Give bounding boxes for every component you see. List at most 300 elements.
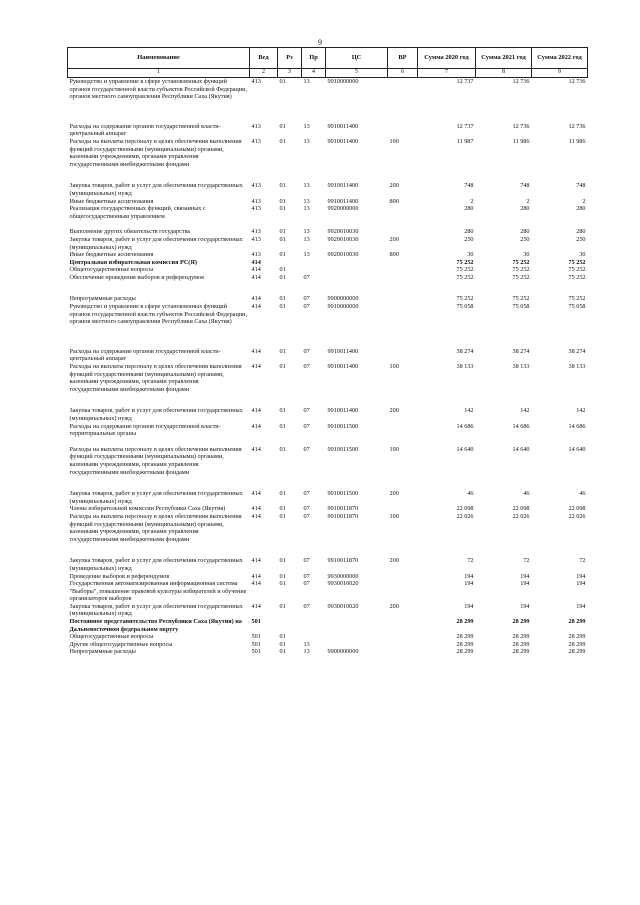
cell-ved: 413: [251, 228, 261, 236]
cell-pr: 07: [303, 347, 310, 355]
cell-sum-2022: 38 274: [568, 347, 586, 355]
table-row: [68, 573, 588, 581]
table-row: [68, 228, 588, 236]
cell-vr: 200: [389, 182, 399, 190]
cell-rz: 01: [279, 228, 286, 236]
cell-sum-2020: 75 058: [456, 303, 474, 311]
cell-sum-2021: 280: [520, 205, 530, 213]
cell-cs: 9900000000: [327, 295, 359, 303]
cell-sum-2022: 280: [576, 205, 586, 213]
cell-rz: 01: [279, 205, 286, 213]
cell-cs: 9910011500: [327, 490, 359, 498]
cell-cs: 9910011400: [327, 122, 359, 130]
cell-sum-2022: 12 736: [568, 78, 586, 85]
cell-rz: 01: [279, 122, 286, 130]
cell-ved: 501: [251, 648, 261, 656]
cell-sum-2020: 38 133: [456, 363, 474, 371]
cell-name: Расходы на выплаты персоналу в целях обеспечения выполнения функций государственными (муниципальными) органами, казенными учреждениями, органами управления государственными внебюджетными фондами: [69, 137, 242, 168]
cell-sum-2020: 280: [464, 228, 474, 236]
cell-sum-2020: 12 737: [456, 78, 474, 85]
cell-pr: 13: [303, 648, 310, 656]
cell-pr: 13: [303, 78, 310, 85]
cell-name: Выполнение других обязательств государства: [69, 228, 191, 236]
cell-pr: 13: [303, 640, 310, 648]
cell-pr: 07: [303, 572, 310, 580]
cell-pr: 13: [303, 197, 310, 205]
cell-name: Центральная избирательная комиссия РС(Я): [69, 258, 197, 266]
cell-sum-2020: 14 640: [456, 445, 474, 453]
colnum-2: 2: [250, 69, 278, 78]
cell-sum-2020: 72: [467, 557, 474, 565]
table-row: [68, 295, 588, 303]
cell-vr: 100: [389, 363, 399, 371]
colnum-9: 9: [532, 69, 588, 78]
cell-cs: [326, 633, 388, 641]
cell-sum-2022: 12 736: [568, 122, 586, 130]
cell-rz: 01: [279, 235, 286, 243]
table-row: [68, 138, 588, 168]
cell-vr: [388, 295, 418, 303]
cell-vr: [388, 580, 418, 603]
cell-ved: 501: [251, 618, 261, 626]
cell-sum-2021: 22 026: [512, 512, 530, 520]
cell-sum-2021: 28 299: [512, 618, 530, 626]
cell-name: Руководство и управление в сфере установленных функций органов государственной власти субъектов Российской Федерации, органов местного самоуправления Республики Саха (Якутия): [69, 303, 248, 326]
cell-ved: 413: [251, 235, 261, 243]
cell-pr: 07: [303, 445, 310, 453]
cell-sum-2020: 12 737: [456, 122, 474, 130]
page-number: 9: [318, 38, 322, 47]
cell-sum-2021: 72: [523, 557, 530, 565]
table-header: [68, 48, 588, 78]
cell-cs: 9910011500: [327, 422, 359, 430]
cell-rz: 01: [279, 251, 286, 259]
cell-sum-2022: 75 252: [568, 295, 586, 303]
cell-cs: [326, 618, 388, 633]
cell-pr: [302, 618, 326, 633]
cell-sum-2020: 30: [467, 251, 474, 259]
cell-sum-2020: 2: [470, 197, 474, 205]
cell-ved: 501: [251, 633, 261, 641]
cell-sum-2020: 14 686: [456, 422, 474, 430]
table-row: [68, 198, 588, 206]
cell-name: Закупка товаров, работ и услуг для обеспечения государственных (муниципальных) нужд: [69, 235, 243, 251]
cell-cs: 9920010030: [327, 235, 359, 243]
cell-sum-2022: 11 986: [568, 137, 586, 145]
row-spacer: [68, 326, 588, 348]
cell-sum-2020: 75 252: [456, 273, 474, 281]
row-spacer: [68, 393, 588, 407]
cell-vr: 100: [389, 512, 399, 520]
cell-name: Государственная автоматизированная информационная система "Выборы", повышение правовой культуры избирателей и обучение организаторов выборов: [69, 580, 247, 603]
cell-pr: [302, 266, 326, 274]
table-row: [68, 274, 588, 282]
cell-vr: [388, 648, 418, 656]
table-row: [68, 603, 588, 618]
cell-ved: 501: [251, 640, 261, 648]
cell-cs: 9930010020: [327, 602, 359, 610]
cell-rz: [278, 618, 302, 633]
cell-rz: 01: [279, 363, 286, 371]
cell-rz: 01: [279, 303, 286, 311]
cell-sum-2021: 194: [520, 580, 530, 588]
cell-sum-2020: 22 098: [456, 505, 474, 513]
cell-pr: 13: [303, 251, 310, 259]
cell-sum-2020: 28 299: [456, 648, 474, 656]
cell-ved: 414: [251, 295, 261, 303]
cell-rz: 01: [279, 347, 286, 355]
cell-name: Члены избирательной комиссии Республики Саха (Якутия): [69, 505, 226, 513]
cell-cs: 9910011400: [327, 197, 359, 205]
cell-ved: 414: [251, 266, 261, 274]
cell-sum-2021: 28 299: [512, 640, 530, 648]
cell-vr: [388, 573, 418, 581]
cell-sum-2022: 28 299: [568, 648, 586, 656]
cell-rz: 01: [279, 197, 286, 205]
cell-pr: [302, 633, 326, 641]
cell-name: Руководство и управление в сфере установленных функций органов государственной власти субъектов Российской Федерации, органов местного самоуправления Республики Саха (Якутия): [69, 78, 248, 101]
cell-sum-2020: 75 252: [456, 266, 474, 274]
cell-name: Общегосударственные вопросы: [69, 266, 154, 274]
cell-cs: 9910011500: [327, 445, 359, 453]
cell-ved: 414: [251, 258, 261, 266]
cell-sum-2020: 46: [467, 490, 474, 498]
row-spacer: [68, 281, 588, 295]
budget-table: [67, 47, 588, 656]
cell-vr: [388, 505, 418, 513]
cell-vr: [388, 633, 418, 641]
cell-ved: 414: [251, 602, 261, 610]
cell-pr: 13: [303, 122, 310, 130]
cell-sum-2021: 38 133: [512, 363, 530, 371]
header-ved: Вед: [250, 48, 278, 69]
cell-rz: 01: [279, 580, 286, 588]
table-body: [68, 78, 588, 657]
header-name: Наименование: [68, 48, 250, 69]
cell-ved: 414: [251, 445, 261, 453]
cell-name: Общегосударственные вопросы: [69, 633, 154, 641]
cell-sum-2021: 75 058: [512, 303, 530, 311]
cell-ved: 414: [251, 512, 261, 520]
cell-ved: 414: [251, 303, 261, 311]
cell-sum-2022: 72: [579, 557, 586, 565]
cell-sum-2021: 12 736: [512, 78, 530, 85]
table-row: [68, 423, 588, 438]
colnum-1: 1: [68, 69, 250, 78]
header-vr: ВР: [388, 48, 418, 69]
cell-sum-2022: 28 299: [568, 618, 586, 626]
cell-cs: 9910011870: [327, 557, 359, 565]
cell-vr: [388, 618, 418, 633]
cell-cs: 9910011870: [327, 505, 359, 513]
cell-vr: [388, 274, 418, 282]
cell-pr: 07: [303, 580, 310, 588]
row-spacer: [68, 220, 588, 228]
cell-sum-2021: 250: [520, 235, 530, 243]
cell-rz: 01: [279, 602, 286, 610]
cell-sum-2020: 28 299: [456, 618, 474, 626]
cell-sum-2022: 28 299: [568, 633, 586, 641]
cell-rz: 01: [279, 490, 286, 498]
cell-cs: 9910011400: [327, 182, 359, 190]
cell-sum-2020: 28 299: [456, 633, 474, 641]
colnum-7: 7: [418, 69, 476, 78]
cell-sum-2022: 194: [576, 580, 586, 588]
cell-sum-2021: 142: [520, 407, 530, 415]
cell-ved: 413: [251, 197, 261, 205]
table-row: [68, 348, 588, 363]
cell-vr: [388, 641, 418, 649]
cell-sum-2022: 748: [576, 182, 586, 190]
cell-ved: 414: [251, 273, 261, 281]
cell-name: Проведение выборов и референдумов: [69, 572, 170, 580]
cell-rz: [278, 259, 302, 267]
cell-ved: 414: [251, 580, 261, 588]
cell-rz: 01: [279, 640, 286, 648]
cell-sum-2022: 14 686: [568, 422, 586, 430]
table-row: [68, 182, 588, 197]
cell-name: Закупка товаров, работ и услуг для обеспечения государственных (муниципальных) нужд: [69, 490, 243, 505]
cell-vr: [388, 123, 418, 138]
cell-sum-2021: 30: [523, 251, 530, 259]
cell-rz: 01: [279, 633, 286, 641]
cell-rz: 01: [279, 648, 286, 656]
cell-vr: 200: [389, 490, 399, 498]
cell-cs: 9910011400: [327, 137, 359, 145]
cell-sum-2022: 194: [576, 602, 586, 610]
cell-name: Другие общегосударственные вопросы: [69, 640, 173, 648]
colnum-4: 4: [302, 69, 326, 78]
table-row: [68, 618, 588, 633]
cell-sum-2020: 280: [464, 205, 474, 213]
cell-name: Закупка товаров, работ и услуг для обеспечения государственных (муниципальных) нужд: [69, 602, 243, 618]
cell-ved: 413: [251, 182, 261, 190]
cell-rz: 01: [279, 422, 286, 430]
table-row: [68, 648, 588, 656]
cell-ved: 413: [251, 205, 261, 213]
table-row: [68, 266, 588, 274]
row-spacer: [68, 168, 588, 182]
cell-ved: 413: [251, 137, 261, 145]
cell-sum-2021: 75 252: [512, 258, 530, 266]
cell-pr: 13: [303, 228, 310, 236]
cell-pr: 07: [303, 512, 310, 520]
cell-vr: [388, 303, 418, 326]
cell-vr: 800: [389, 197, 399, 205]
cell-sum-2022: 22 026: [568, 512, 586, 520]
cell-cs: 9920010030: [327, 251, 359, 259]
cell-name: Расходы на содержание органов государственной власти- центральный аппарат: [69, 347, 221, 363]
table-row: [68, 580, 588, 603]
cell-cs: 9920000000: [327, 205, 359, 213]
table-row: [68, 446, 588, 476]
cell-sum-2020: 748: [464, 182, 474, 190]
cell-vr: 200: [389, 407, 399, 415]
cell-ved: 414: [251, 363, 261, 371]
table-row: [68, 78, 588, 101]
cell-sum-2021: 14 640: [512, 445, 530, 453]
cell-cs: 9900000000: [327, 648, 359, 656]
cell-name: Расходы на содержание органов государственной власти- центральный аппарат: [69, 122, 221, 138]
cell-rz: 01: [279, 572, 286, 580]
cell-pr: 07: [303, 557, 310, 565]
cell-sum-2022: 75 252: [568, 258, 586, 266]
cell-ved: 414: [251, 572, 261, 580]
cell-vr: 200: [389, 557, 399, 565]
cell-vr: [388, 266, 418, 274]
cell-sum-2021: 75 252: [512, 266, 530, 274]
table-row: [68, 123, 588, 138]
cell-sum-2021: 748: [520, 182, 530, 190]
header-rz: Рз: [278, 48, 302, 69]
header-sum-2022: Сумма 2022 год: [532, 48, 588, 69]
cell-sum-2022: 28 299: [568, 640, 586, 648]
cell-name: Расходы на выплаты персоналу в целях обеспечения выполнения функций государственными (муниципальными) органами, казенными учреждениями, органами управления государственными внебюджетными фондами: [69, 512, 242, 543]
cell-sum-2020: 75 252: [456, 258, 474, 266]
cell-name: Иные бюджетные ассигнования: [69, 197, 154, 205]
cell-rz: 01: [279, 295, 286, 303]
cell-sum-2021: 28 299: [512, 648, 530, 656]
cell-sum-2022: 46: [579, 490, 586, 498]
colnum-5: 5: [326, 69, 388, 78]
cell-cs: [326, 259, 388, 267]
cell-ved: 414: [251, 422, 261, 430]
table-row: [68, 259, 588, 267]
cell-cs: [326, 274, 388, 282]
cell-sum-2022: 280: [576, 228, 586, 236]
cell-sum-2022: 30: [579, 251, 586, 259]
cell-sum-2021: 194: [520, 602, 530, 610]
cell-pr: 07: [303, 505, 310, 513]
cell-ved: 414: [251, 505, 261, 513]
cell-ved: 413: [251, 78, 261, 85]
cell-sum-2021: 75 252: [512, 295, 530, 303]
table-row: [68, 407, 588, 422]
column-number-row: [68, 69, 588, 78]
table-row: [68, 303, 588, 326]
cell-pr: 07: [303, 407, 310, 415]
cell-pr: 07: [303, 295, 310, 303]
cell-ved: 414: [251, 557, 261, 565]
row-spacer: [68, 101, 588, 123]
cell-cs: 9930000000: [327, 572, 359, 580]
cell-cs: 9920010030: [327, 228, 359, 236]
cell-pr: [302, 259, 326, 267]
cell-vr: [388, 78, 418, 101]
cell-sum-2021: 12 736: [512, 122, 530, 130]
cell-sum-2022: 250: [576, 235, 586, 243]
cell-rz: 01: [279, 407, 286, 415]
cell-name: Расходы на выплаты персоналу в целях обеспечения выполнения функций государственными (муниципальными) органами, казенными учреждениями, органами управления государственными внебюджетными фондами: [69, 363, 242, 393]
cell-rz: 01: [279, 505, 286, 513]
header-pr: Пр: [302, 48, 326, 69]
cell-vr: [388, 348, 418, 363]
cell-sum-2020: 142: [464, 407, 474, 415]
cell-pr: 13: [303, 137, 310, 145]
cell-cs: [326, 641, 388, 649]
table-row: [68, 513, 588, 543]
cell-rz: 01: [279, 557, 286, 565]
cell-ved: 414: [251, 347, 261, 355]
row-spacer: [68, 476, 588, 490]
table-row: [68, 505, 588, 513]
cell-pr: 13: [303, 235, 310, 243]
cell-rz: 01: [279, 78, 286, 85]
cell-sum-2022: 14 640: [568, 445, 586, 453]
cell-ved: 413: [251, 122, 261, 130]
table-row: [68, 490, 588, 505]
cell-sum-2020: 11 987: [456, 137, 474, 145]
table-row: [68, 641, 588, 649]
cell-pr: 07: [303, 602, 310, 610]
cell-name: Непрограммные расходы: [69, 295, 136, 303]
cell-pr: 07: [303, 422, 310, 430]
cell-cs: 9910011400: [327, 407, 359, 415]
cell-cs: 9930010020: [327, 580, 359, 588]
cell-sum-2021: 194: [520, 572, 530, 580]
cell-vr: 200: [389, 235, 399, 243]
cell-name: Непрограммные расходы: [69, 648, 136, 656]
cell-sum-2022: 2: [582, 197, 586, 205]
cell-ved: 414: [251, 490, 261, 498]
cell-sum-2021: 28 299: [512, 633, 530, 641]
cell-pr: 07: [303, 363, 310, 371]
cell-cs: 9910011400: [327, 363, 359, 371]
cell-sum-2020: 22 026: [456, 512, 474, 520]
cell-rz: 01: [279, 137, 286, 145]
cell-sum-2020: 75 252: [456, 295, 474, 303]
cell-sum-2022: 75 252: [568, 273, 586, 281]
cell-name: Расходы на выплаты персоналу в целях обеспечения выполнения функций государственными (муниципальными) органами, казенными учреждениями, органами управления государственными внебюджетными фондами: [69, 445, 242, 476]
colnum-6: 6: [388, 69, 418, 78]
cell-sum-2021: 46: [523, 490, 530, 498]
cell-sum-2020: 28 299: [456, 640, 474, 648]
cell-pr: 13: [303, 205, 310, 213]
cell-pr: 07: [303, 303, 310, 311]
cell-sum-2022: 142: [576, 407, 586, 415]
cell-rz: 01: [279, 266, 286, 274]
cell-sum-2020: 194: [464, 572, 474, 580]
cell-vr: 800: [389, 251, 399, 259]
header-cs: ЦС: [326, 48, 388, 69]
cell-vr: [388, 423, 418, 438]
cell-cs: [326, 266, 388, 274]
table-row: [68, 633, 588, 641]
cell-cs: 9910011870: [327, 512, 359, 520]
cell-sum-2021: 14 686: [512, 422, 530, 430]
colnum-3: 3: [278, 69, 302, 78]
cell-sum-2022: 75 058: [568, 303, 586, 311]
cell-name: Постоянное представительство Республики Саха (Якутия) на Дальневосточном федеральном округу: [69, 618, 242, 633]
cell-name: Закупка товаров, работ и услуг для обеспечения государственных (муниципальных) нужд: [69, 407, 243, 422]
cell-ved: 413: [251, 251, 261, 259]
cell-cs: 9910000000: [327, 78, 359, 85]
cell-name: Иные бюджетные ассигнования: [69, 251, 154, 259]
cell-sum-2022: 194: [576, 572, 586, 580]
cell-vr: 100: [389, 445, 399, 453]
cell-sum-2021: 75 252: [512, 273, 530, 281]
cell-name: Расходы на содержание органов государственной власти- территориальные органы: [69, 422, 221, 438]
header-sum-2021: Сумма 2021 год: [476, 48, 532, 69]
table-row: [68, 205, 588, 220]
cell-sum-2021: 11 986: [512, 137, 530, 145]
cell-sum-2022: 22 098: [568, 505, 586, 513]
cell-name: Закупка товаров, работ и услуг для обеспечения государственных (муниципальных) нужд: [69, 557, 243, 572]
cell-sum-2022: 38 133: [568, 363, 586, 371]
row-spacer: [68, 543, 588, 557]
cell-rz: 01: [279, 445, 286, 453]
cell-sum-2020: 194: [464, 602, 474, 610]
